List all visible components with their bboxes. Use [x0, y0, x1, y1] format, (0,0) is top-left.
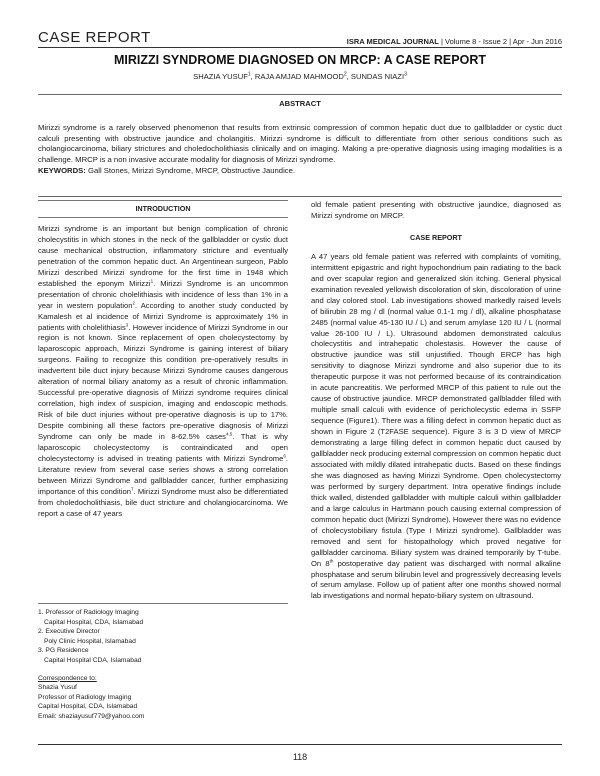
- abstract-divider-top: [38, 94, 562, 95]
- citation-mark[interactable]: 4,5: [225, 431, 233, 437]
- affiliation-3-place: Capital Hospital CDA, Islamabad: [44, 656, 142, 664]
- abstract-heading: ABSTRACT: [279, 99, 321, 108]
- author-list: [38, 72, 562, 81]
- affiliation-1-place: Capital Hospital, CDA, Islamabad: [44, 618, 144, 626]
- abstract-paragraph: Mirizzi syndrome is a rarely observed phenomenon that results from extrinsic compression of common hepatic duct due to gallbladder or cystic duct calculi presenting with obstructive jaundice and cholangitis. Mirizzi syndrome is difficult to differentiate from other serious conditions such as cholangiocarcinoma, biliary strictures and choledocholithiasis clinically and on imaging. Making a pre-operative diagnosis using imaging modalities is a challenge. MRCP is a non invasive accurate modality for diagnosis of Mirizzi syndrome.: [38, 123, 562, 165]
- page-header: [38, 24, 562, 46]
- citation-mark[interactable]: 2: [132, 300, 135, 306]
- keywords: [38, 166, 562, 177]
- abstract-body: [38, 123, 562, 177]
- page-number: 118: [292, 752, 308, 762]
- ordinal-suffix: th: [329, 558, 334, 564]
- citation-mark[interactable]: 7: [130, 486, 134, 492]
- affiliation-3: 3. PG Residence: [38, 647, 89, 655]
- introduction-heading: INTRODUCTION: [38, 200, 288, 218]
- correspondence-name: Shazia Yusuf: [38, 684, 77, 692]
- article-title: MIRIZZI SYNDROME DIAGNOSED ON MRCP: A CASE REPORT: [113, 53, 486, 67]
- citation-mark[interactable]: 3: [125, 322, 129, 327]
- correspondence-role: Professor of Radiology Imaging: [38, 693, 132, 701]
- citation-mark[interactable]: 6: [283, 453, 286, 459]
- case-report-paragraph: A 47 years old female patient was referred with complaints of vomiting, intermittent epigastric and right hypochondrium pain radiating to the back and over scapular region and generalized skin itching. General physical examination revealed yellowish discoloration of skin, discoloration of urine and clay colored stool. Lab investigations showed markedly raised levels of bilirubin 28 mg / dl (normal value 0.1-1 mg / dl), alkaline phosphatase 2485 (normal value 45-130 IU / L) and serum amylase 120 IU / L (normal value 26-100 IU / L). Ultrasound abdomen demonstrated calculus cholecystitis and intrahepatic cholestasis. However the cause of obstructive jaundice was still unjustified. Though ERCP has high sensitivity to diagnose Mirizzi syndrome and also superior due to its therapeutic purpose it was not performed because of its contraindication in acute pancreatitis. We performed MRCP of this patient to rule out the cause of obstructive jaundice. MRCP demonstrated gallbladder filled with multiple small calculi with evidence of pericholecystic edema in SSFP sequence (Figure1). There was a filling defect in common hepatic duct as shown in Figure 2 (T2FASE sequence). Figure 3 is 3 D view of MRCP demonstrating a large filling defect in common hepatic duct caused by gallbladder neck producing external compression on common hepatic duct associated with mildly dilated intrahepatic ducts. Based on these findings she was diagnosed as having Mirizzi Syndrome. Open cholecystectomy was performed by surgery department. Intra operative findings include thick walled, distended gallbladder with multiple calculi within gallbladder and a large calculus in Hartmann pouch causing external compression of common hepatic duct (Mirizzi Syndrome). However there was no evidence of cholecystobiliary fistula (Type I Mirizzi syndrome). Gallbladder was removed and sent for histopathology which proved negative for gallbladder carcinoma. Biliary system was drained temporarily by T-tube. On 8th postoperative day patient was discharged with normal alkaline phosphatase and serum bilirubin level and progressively decreasing levels of serum amylase. Follow up of patient after one months showed normal lab investigations and normal hepato-biliary system on ultrasound.: [311, 251, 561, 601]
- correspondence-heading: Correspondence to:: [38, 674, 97, 682]
- citation-mark[interactable]: 1: [150, 278, 154, 284]
- introduction-paragraph: Mirizzi syndrome is an important but benign complication of chronic cholecystitis in which stones in the neck of the gallbladder or cystic duct cause mechanical obstruction, inflammatory stricture and eventually penetration of the common hepatic duct. An Argentinean surgeon, Pablo Mirizzi described Mirizzi syndrome for the first time in 1948 which established the eponym Mirizzi$^1$. Mirizzi Syndrome is an uncommon presentation of chronic cholelithiasis with incidence of less than 1% in a year in western population$^2$. According to another study conducted by Kamalesh et al incidence of Mirrizi Syndrome is approximately 1% in patients with cholelithiasis$^3$. However incidence of Mirizzi Syndrome in our region is not known. Since replacement of open cholecystectomy by laparoscopic approach, Mirizzi Syndrome is gaining interest of biliary surgeons. Failing to recognize this condition pre-operatively results in inadvertent bile duct injury because Mirizzi Syndrome causes dangerous alteration of normal biliary anatomy as a result of chronic inflammation. Successful pre-operative diagnosis of Mirizzi syndrome requires clinical correlation, high index of suspicion, imaging and endoscopic methods. Risk of bile duct injuries without pre-operative diagnosis is up to 17%. Despite combining all these factors pre-operative diagnosis of Mirizzi Syndrome can only be made in 8-62.5% cases$^{4,5}$. That is why laparoscopic cholecystectomy is contraindicated and open cholecystectomy is advised in treating patients with Mirizzi Syndrome$^6$. Literature review from several case series shows a strong correlation between Mirizzi Syndrome and gallbladder cancer, further emphasizing importance of this condition$^7$. Mirizzi Syndrome must also be differentiated from choledocholithiasis, bile duct stricture and cholangiocarcinoma. We report a case of 47 years: [38, 223, 289, 518]
- affiliation-1: 1. Professor of Radiology Imaging: [38, 609, 139, 616]
- issue-info: | Volume 8 - Issue 2 | Apr - Jun 2016: [438, 37, 562, 46]
- case-report-heading: CASE REPORT: [410, 232, 462, 242]
- journal-name: ISRA MEDICAL JOURNAL: [346, 37, 439, 46]
- abstract-divider-bottom: [38, 196, 562, 197]
- correspondence-address: Capital Hospital, CDA, Islamabad: [38, 703, 138, 711]
- header-divider: [38, 47, 562, 48]
- journal-info: [347, 37, 562, 46]
- keywords-list: Gall Stones, Mirizzi Syndrome, MRCP, Obstructive Jaundice.: [85, 165, 296, 175]
- keywords-label: KEYWORDS:: [38, 165, 86, 175]
- section-label: CASE REPORT: [38, 29, 151, 46]
- affiliation-mark: 1: [247, 71, 251, 78]
- author-name: , SUNDAS NIAZI: [346, 72, 405, 81]
- introduction-continued: old female patient presenting with obstructive jaundice, diagnosed as Mirizzi syndrome on MRCP.: [311, 200, 561, 220]
- affiliation-2-place: Poly Clinic Hospital, Islamabad: [44, 637, 136, 645]
- affiliation-2: 2. Executive Director: [38, 628, 100, 636]
- correspondence-email[interactable]: Email: shaziayusuf779@yahoo.com: [38, 712, 145, 720]
- footer-divider: [38, 744, 562, 745]
- author-name: , RAJA AMJAD MAHMOOD: [250, 72, 344, 81]
- left-column: [38, 200, 288, 520]
- affiliation-mark: 2: [343, 71, 347, 78]
- right-column: [311, 200, 561, 602]
- author-footnotes: [38, 603, 288, 722]
- author-name: SHAZIA YUSUF: [193, 72, 248, 81]
- affiliation-mark: 3: [404, 71, 407, 78]
